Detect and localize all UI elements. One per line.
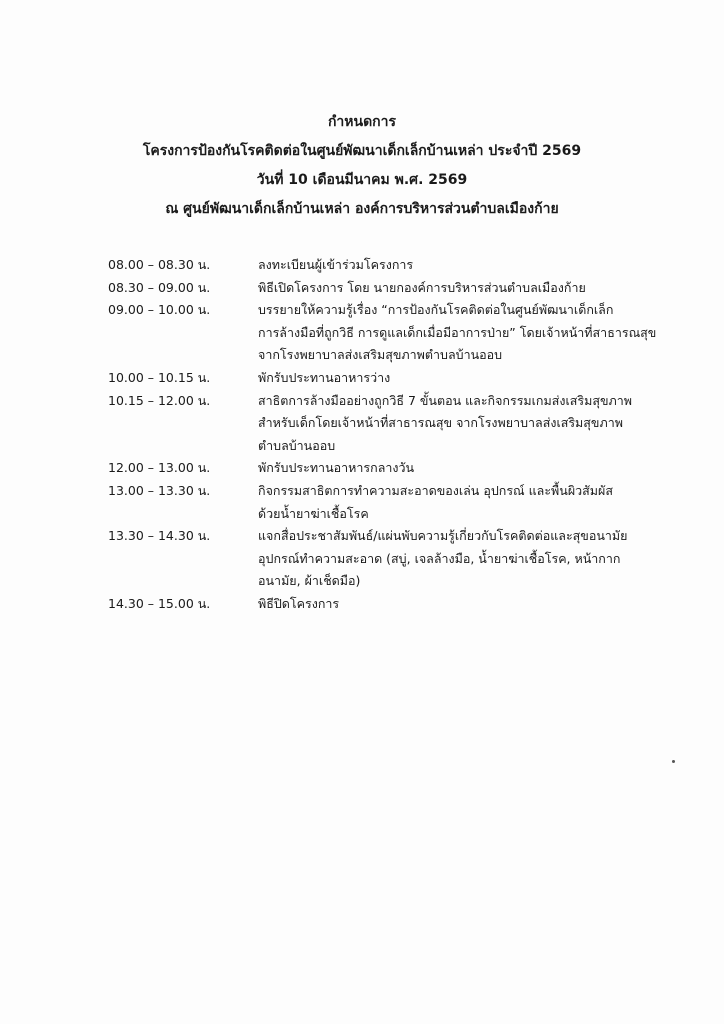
schedule-activity-line: พักรับประทานอาหารว่าง xyxy=(258,369,391,385)
schedule-activity-line: อนามัย, ผ้าเช็ดมือ) xyxy=(258,573,361,589)
scan-speck xyxy=(672,760,675,763)
schedule-activity-line: พักรับประทานอาหารกลางวัน xyxy=(258,460,415,476)
schedule-list xyxy=(108,254,657,616)
schedule-activity-line: สำหรับเด็กโดยเจ้าหน้าที่สาธารณสุข จากโรงพยาบาลส่งเสริมสุขภาพ xyxy=(258,415,623,431)
schedule-activity-line: พิธีปิดโครงการ xyxy=(258,595,340,611)
schedule-time: 08.00 – 08.30 น. xyxy=(108,257,211,272)
schedule-time: 12.00 – 13.00 น. xyxy=(108,460,211,476)
event-venue: ณ ศูนย์พัฒนาเด็กเล็กบ้านเหล่า องค์การบริหารส่วนตำบลเมืองก้าย xyxy=(165,201,559,217)
schedule-time: 08.30 – 09.00 น. xyxy=(108,279,211,295)
schedule-row xyxy=(108,525,648,593)
schedule-time: 13.30 – 14.30 น. xyxy=(108,528,211,544)
schedule-activity xyxy=(258,480,648,525)
schedule-row xyxy=(108,390,648,458)
schedule-activity-line: อุปกรณ์ทำความสะอาด (สบู่, เจลล้างมือ, น้ำยาฆ่าเชื้อโรค, หน้ากาก xyxy=(258,550,621,566)
schedule-activity xyxy=(258,254,648,277)
schedule-activity xyxy=(258,593,648,616)
event-date: วันที่ 10 เดือนมีนาคม พ.ศ. 2569 xyxy=(256,172,468,188)
schedule-time: 10.15 – 12.00 น. xyxy=(108,392,211,408)
schedule-row xyxy=(108,254,648,277)
schedule-time: 09.00 – 10.00 น. xyxy=(108,302,211,318)
schedule-activity-line: ตำบลบ้านออบ xyxy=(258,437,336,453)
schedule-activity-line: ลงทะเบียนผู้เข้าร่วมโครงการ xyxy=(258,257,414,272)
document-title: กำหนดการ xyxy=(327,114,397,130)
schedule-time: 13.00 – 13.30 น. xyxy=(108,482,211,498)
schedule-time: 14.30 – 15.00 น. xyxy=(108,595,211,611)
schedule-activity-line: สาธิตการล้างมืออย่างถูกวิธี 7 ขั้นตอน และกิจกรรมเกมส่งเสริมสุขภาพ xyxy=(258,392,632,408)
schedule-activity xyxy=(258,525,648,593)
schedule-activity-line: บรรยายให้ความรู้เรื่อง “การป้องกันโรคติดต่อในศูนย์พัฒนาเด็กเล็ก xyxy=(258,302,614,318)
schedule-row xyxy=(108,367,648,390)
schedule-activity-line: แจกสื่อประชาสัมพันธ์/แผ่นพับความรู้เกี่ยวกับโรคติดต่อและสุขอนามัย xyxy=(258,528,628,544)
schedule-activity xyxy=(258,299,656,367)
schedule-activity-line: กิจกรรมสาธิตการทำความสะอาดของเล่น อุปกรณ์ และพื้นผิวสัมผัส xyxy=(258,482,613,498)
schedule-activity xyxy=(258,367,648,390)
schedule-row xyxy=(108,457,648,480)
schedule-activity-line: การล้างมือที่ถูกวิธี การดูแลเด็กเมื่อมีอาการป่าย” โดยเจ้าหน้าที่สาธารณสุข xyxy=(258,324,657,340)
schedule-time: 10.00 – 10.15 น. xyxy=(108,369,211,385)
schedule-activity xyxy=(258,390,648,458)
schedule-row xyxy=(108,480,648,525)
schedule-activity xyxy=(258,457,648,480)
schedule-row xyxy=(108,299,657,367)
document-header xyxy=(0,108,724,224)
schedule-activity-line: ด้วยน้ำยาฆ่าเชื้อโรค xyxy=(258,505,369,521)
schedule-row xyxy=(108,277,648,300)
schedule-row xyxy=(108,593,648,616)
project-name: โครงการป้องกันโรคติดต่อในศูนย์พัฒนาเด็กเล็กบ้านเหล่า ประจำปี 2569 xyxy=(142,143,582,159)
schedule-activity xyxy=(258,277,648,300)
schedule-activity-line: จากโรงพยาบาลส่งเสริมสุขภาพตำบลบ้านออบ xyxy=(258,347,503,363)
schedule-activity-line: พิธีเปิดโครงการ โดย นายกองค์การบริหารส่วนตำบลเมืองก้าย xyxy=(258,279,586,295)
